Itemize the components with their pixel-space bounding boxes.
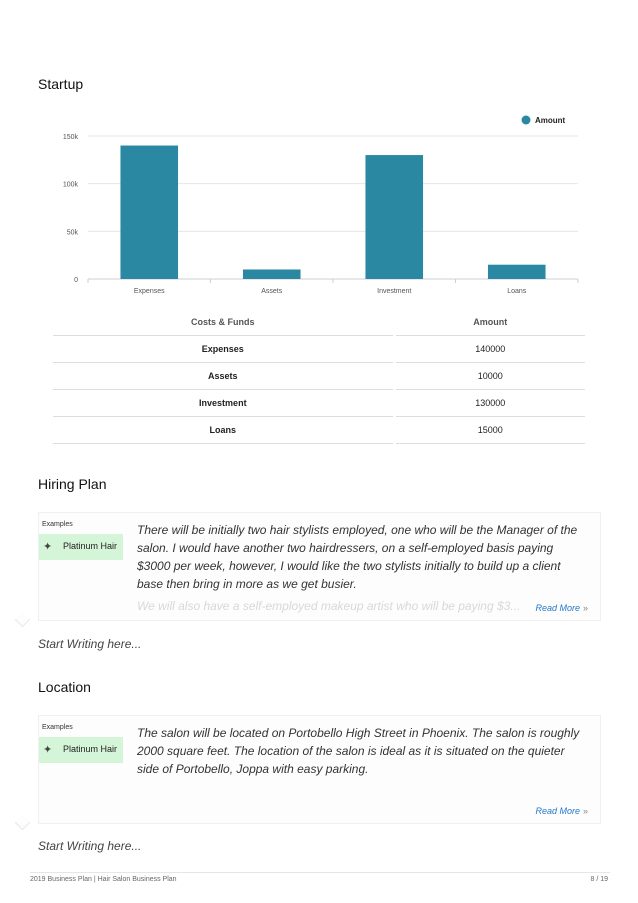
example-tag-label: Platinum Hair (63, 744, 118, 754)
bar-expenses[interactable] (120, 146, 178, 279)
row-amount: 15000 (394, 417, 585, 444)
bar-investment[interactable] (365, 155, 423, 279)
row-label: Expenses (53, 336, 394, 363)
bar-assets[interactable] (243, 269, 301, 279)
double-chevron-down-icon: » (582, 603, 588, 613)
x-tick-label: Assets (261, 288, 283, 295)
row-amount: 140000 (394, 336, 585, 363)
example-paragraph: There will be initially two hair stylists employed, one who will be the Manager of the salon. I would have another two hairdressers, on a self-employed basis paying $3000 per week, however, I would like the two stylists initially to build up a client base then bring in more as we get busier. (137, 523, 578, 591)
footer-title: 2019 Business Plan | Hair Salon Business Plan (30, 876, 177, 883)
example-tag-label: Platinum Hair (63, 541, 118, 551)
table-row (53, 363, 585, 390)
example-text (137, 724, 585, 778)
row-label: Investment (53, 390, 394, 417)
y-tick-label: 100k (62, 181, 78, 189)
location-examples-box (38, 715, 601, 824)
table-row (53, 390, 585, 417)
row-amount: 10000 (394, 363, 585, 390)
read-more-label: Read More (535, 806, 580, 816)
startup-title: Startup (38, 76, 84, 92)
examples-sidebar (39, 513, 125, 620)
examples-label: Examples (42, 521, 73, 528)
hiring-plan-title: Hiring Plan (38, 476, 107, 492)
location-title: Location (38, 679, 91, 695)
row-amount: 130000 (394, 390, 585, 417)
examples-sidebar (39, 716, 125, 823)
footer-divider (30, 872, 610, 873)
read-more-label: Read More (535, 603, 580, 613)
table-header-amount: Amount (394, 309, 585, 336)
y-tick-label: 0 (74, 277, 78, 284)
hiring-start-writing[interactable]: Start Writing here... (38, 637, 142, 651)
costs-funds-table (53, 309, 585, 444)
example-tag-platinum-hair[interactable] (39, 737, 123, 763)
table-header-row (53, 309, 585, 336)
magic-wand-icon: ✦ (43, 541, 53, 553)
callout-notch (15, 815, 31, 831)
x-tick-label: Loans (507, 288, 527, 295)
callout-notch (15, 612, 31, 628)
read-more-link[interactable] (535, 603, 588, 613)
y-tick-label: 150k (62, 134, 78, 141)
example-text (137, 521, 585, 615)
table-header-costs: Costs & Funds (53, 309, 394, 336)
hiring-examples-box (38, 512, 601, 621)
footer-page-number: 8 / 19 (590, 876, 608, 883)
x-tick-label: Investment (377, 288, 412, 295)
legend-label[interactable]: Amount (535, 116, 566, 125)
row-label: Loans (53, 417, 394, 444)
x-tick-label: Expenses (133, 288, 165, 295)
example-paragraph: The salon will be located on Portobello High Street in Phoenix. The salon is roughly 2000 square feet. The location of the salon is ideal as it is situated on the quieter side of Portobello, Joppa with easy parking. (137, 726, 580, 776)
example-faded-paragraph: We will also have a self-employed makeup artist who will be paying $3... (137, 599, 521, 613)
table-row (53, 417, 585, 444)
magic-wand-icon: ✦ (43, 744, 53, 756)
read-more-link[interactable] (535, 806, 588, 816)
examples-label: Examples (42, 724, 73, 731)
y-tick-label: 50k (66, 229, 78, 237)
table-row (53, 336, 585, 363)
startup-bar-chart (50, 108, 590, 304)
legend-swatch (522, 116, 531, 125)
bar-loans[interactable] (488, 265, 546, 279)
example-tag-platinum-hair[interactable] (39, 534, 123, 560)
row-label: Assets (53, 363, 394, 390)
double-chevron-down-icon: » (582, 806, 588, 816)
location-start-writing[interactable]: Start Writing here... (38, 839, 142, 853)
